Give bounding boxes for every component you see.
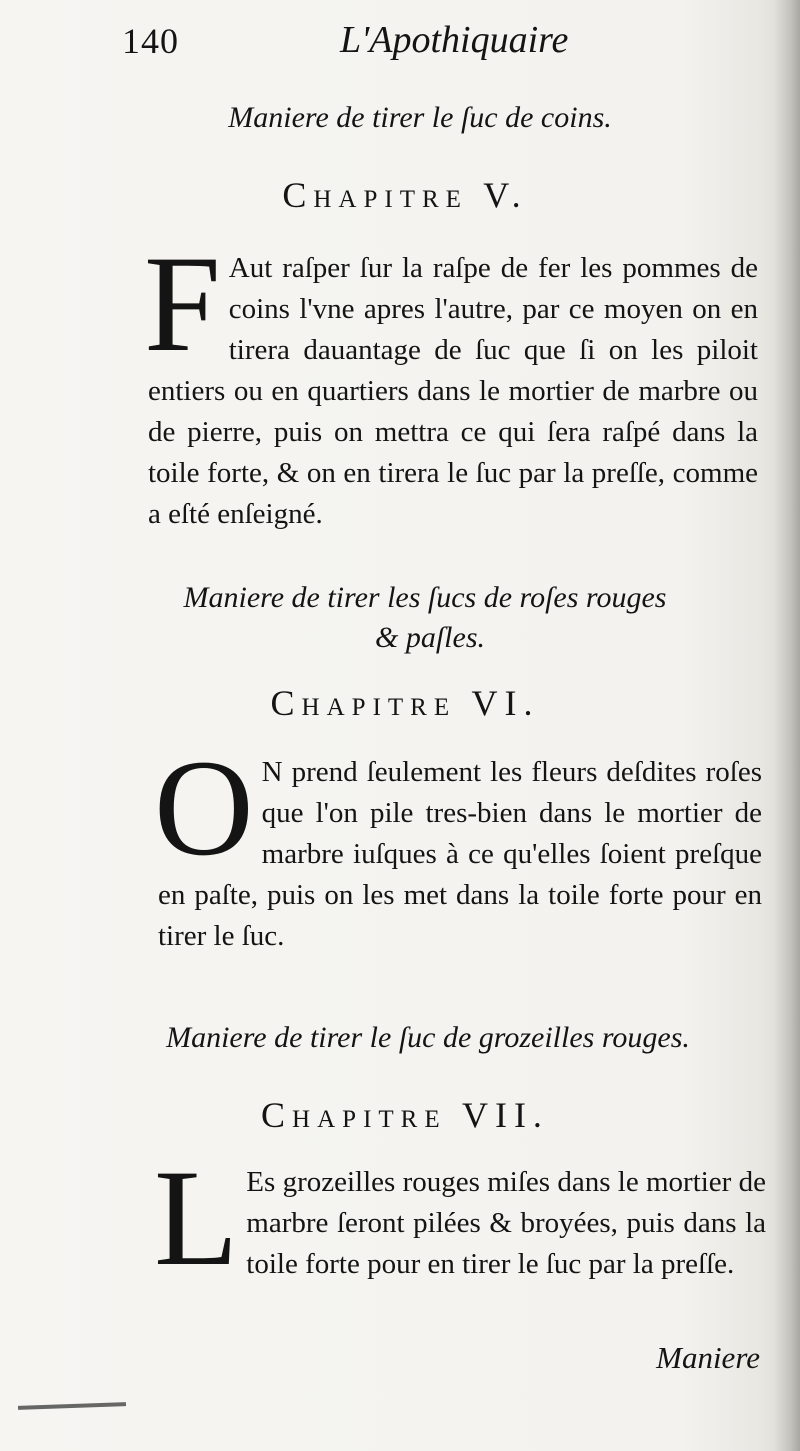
ink-mark [18,1402,126,1410]
section-subtitle: Maniere de tirer le ſuc de coins. [228,101,612,134]
page-number: 140 [122,21,179,61]
drop-cap: L [154,1141,239,1294]
page-header [0,14,800,64]
chapter-heading: Chapitre VII. [261,1095,549,1135]
paragraph-text: Es grozeilles rouges miſes dans le mortier de marbre ſeront pilées & broyées, puis dans la toile forte pour en tirer le ſuc par la preſſe. [246,1166,766,1280]
section-subtitle: Maniere de tirer les ſucs de roſes rouges [183,581,667,614]
chapter-paragraph [154,731,762,957]
paragraph-text: Aut raſper ſur la raſpe de fer les pommes de coins l'vne apres l'autre, par ce moyen on en tirera dauantage de ſuc que ſi on les piloit entiers ou en quartiers dans le mortier de marbre ou de pierre, puis on mettra ce qui ſera raſpé dans la toile forte, & on en tirera le ſuc par la preſſe, comme a eſté enſeigné. [148,252,758,530]
chapter-paragraph [144,227,758,535]
section-subtitle-continued: & paſles. [375,621,485,654]
chapter-heading: Chapitre V. [282,175,528,215]
section-chapter-5 [0,98,800,535]
section-subtitle: Maniere de tirer le ſuc de grozeilles rouges. [166,1021,690,1054]
drop-cap: F [144,227,221,380]
catchword: Maniere [656,1340,760,1375]
drop-cap: O [154,731,254,884]
paragraph-text: N prend ſeulement les fleurs deſdites roſes que l'on pile tres-bien dans le mortier de marbre iuſques à ce qu'elles ſoient preſque en paſte, puis on les met dans la toile forte pour en tirer le ſuc. [158,756,762,952]
section-chapter-7 [0,1018,800,1294]
chapter-heading: Chapitre VI. [270,683,540,723]
running-head: L'Apothiquaire [340,19,569,61]
chapter-paragraph [154,1141,766,1294]
section-chapter-6 [0,578,800,957]
